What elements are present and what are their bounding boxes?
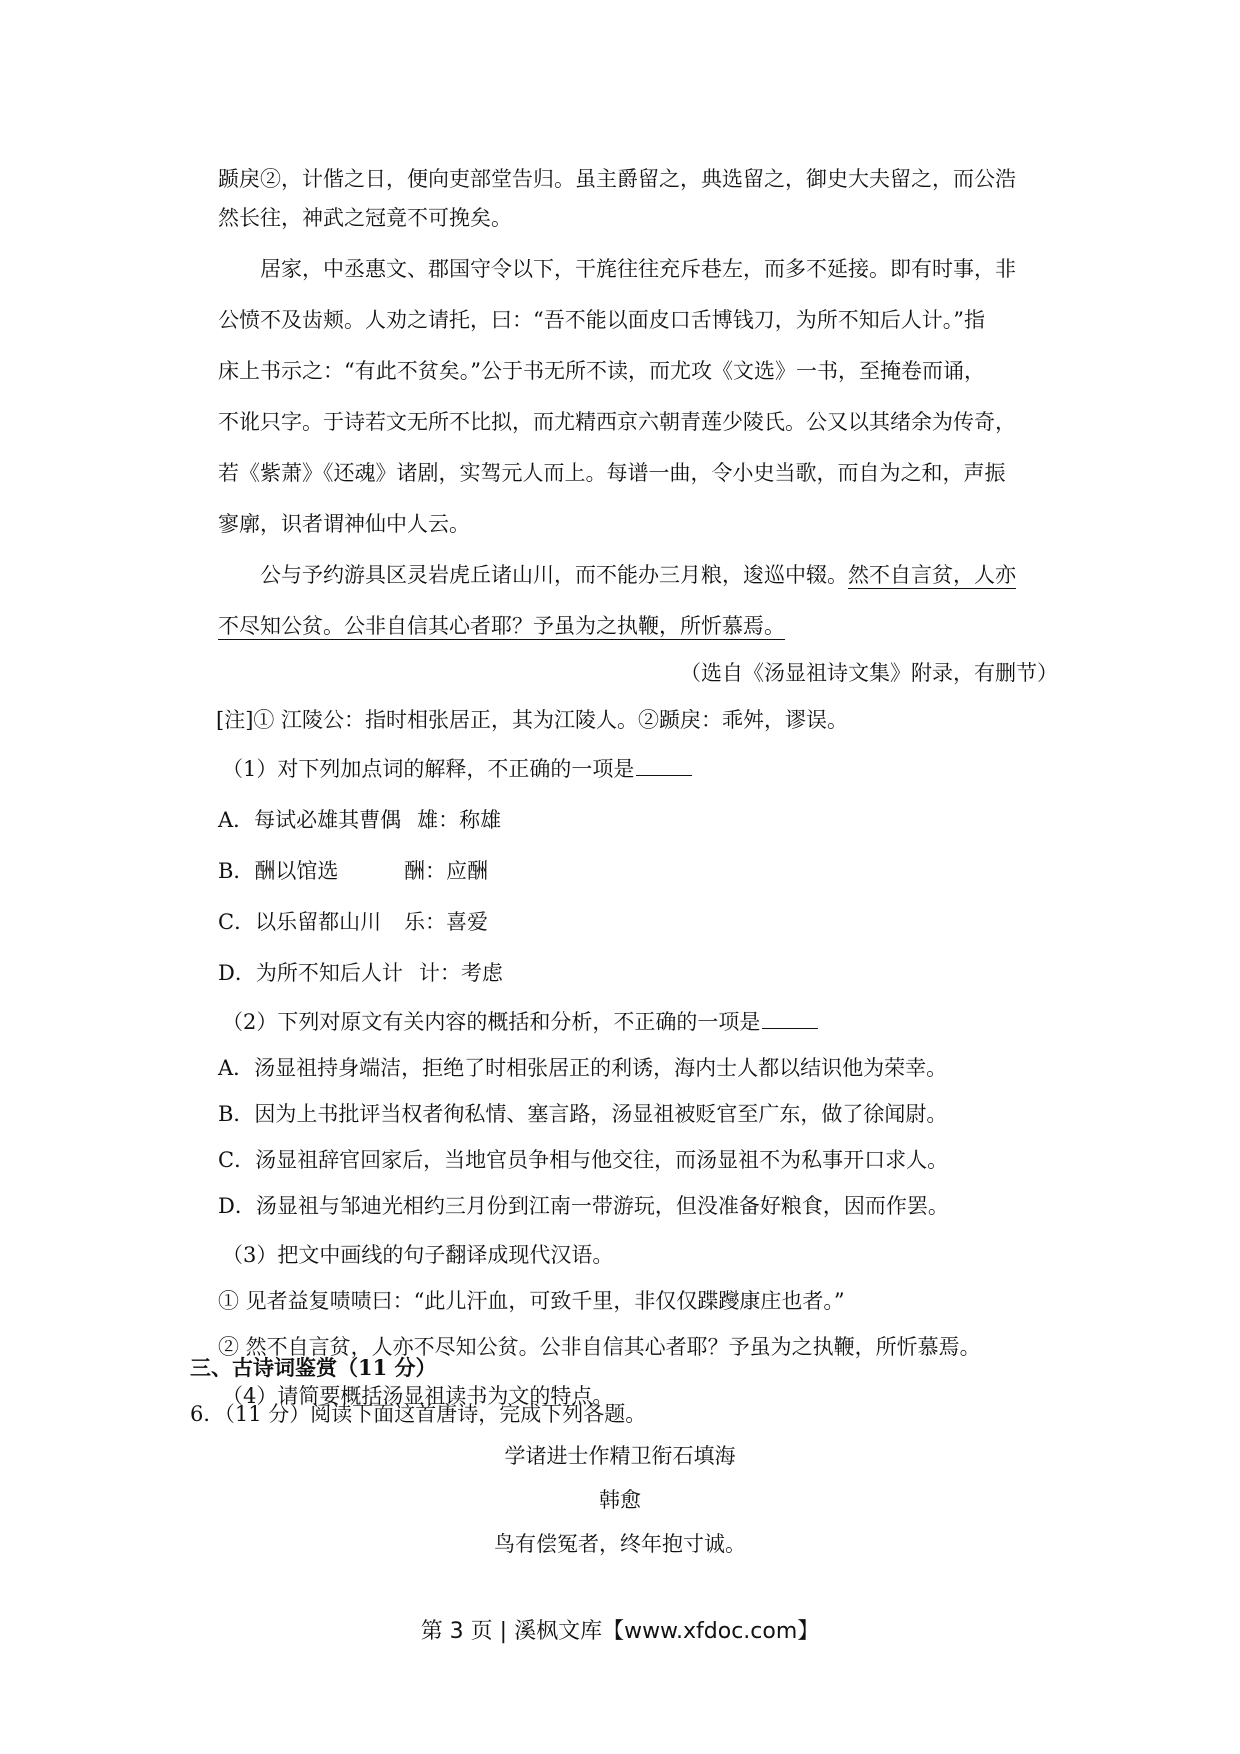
- question-6-stem: 6．（11 分）阅读下面这首唐诗，完成下列各题。: [190, 1402, 647, 1426]
- annotation-note: [注]① 江陵公：指时相张居正，其为江陵人。②踬戾：乖舛，谬误。: [216, 708, 849, 732]
- passage-line: 床上书示之：“有此不贫矣。”公于书无所不读，而尤攻《文选》一书，至掩卷而诵，: [218, 359, 985, 383]
- question-3-item-2: ② 然不自言贫，人亦不尽知公贫。公非自信其心者耶？予虽为之执鞭，所忻慕焉。: [218, 1335, 981, 1359]
- option-gloss: 雄：称雄: [417, 808, 502, 832]
- question-1-stem: [222, 750, 1058, 789]
- underlined-sentence: 然不自言贫，人亦: [848, 563, 1016, 587]
- question-2-option-c: C．汤显祖辞官回家后，当地官员争相与他交往，而汤显祖不为私事开口求人。: [218, 1148, 949, 1172]
- option-text: C．以乐留都山川: [218, 910, 382, 934]
- passage-line: [218, 556, 1058, 595]
- option-text: B．酬以馆选: [218, 859, 339, 883]
- option-gloss: 酬：应酬: [404, 859, 488, 883]
- passage-line: 公愤不及齿颊。人劝之请托，曰：“吾不能以面皮口舌博钱刀，为所不知后人计。”指: [218, 308, 985, 332]
- passage-line: 寥廓，识者谓神仙中人云。: [218, 512, 470, 536]
- passage-line: [218, 607, 1058, 646]
- passage-line: 然长往，神武之冠竟不可挽矣。: [218, 206, 512, 230]
- question-2-option-b: B．因为上书批评当权者徇私情、塞言路，汤显祖被贬官至广东，做了徐闻尉。: [218, 1102, 948, 1126]
- question-1-option-d: [218, 954, 1058, 993]
- passage-line: 踬戾②，计偕之日，便向吏部堂告归。虽主爵留之，典选留之，御史大夫留之，而公浩: [218, 167, 1016, 191]
- passage-body: [218, 160, 1058, 1416]
- poem-author: 韩愈: [599, 1488, 641, 1512]
- question-3-stem: （3）把文中画线的句子翻译成现代汉语。: [222, 1243, 614, 1267]
- passage-line: 不讹只字。于诗若文无所不比拟，而尤精西京六朝青莲少陵氏。公又以其绪余为传奇，: [218, 410, 1016, 434]
- question-text: （1）对下列加点词的解释，不正确的一项是: [222, 757, 635, 781]
- question-2-option-a: A．汤显祖持身端洁，拒绝了时相张居正的利诱，海内士人都以结识他为荣幸。: [218, 1056, 948, 1080]
- answer-blank: [762, 1010, 818, 1029]
- underlined-sentence: 不尽知公贫。公非自信其心者耶？予虽为之执鞭，所忻慕焉。: [218, 614, 785, 638]
- question-4-stem: （4）请简要概括汤显祖读书为文的特点。: [222, 1384, 614, 1408]
- question-1-option-c: [218, 903, 1058, 942]
- passage-line: 居家，中丞惠文、郡国守令以下，干旄往往充斥巷左，而多不延接。即有时事，非: [260, 257, 1016, 281]
- source-citation: （选自《汤显祖诗文集》附录，有删节）: [680, 661, 1058, 685]
- question-1-option-b: [218, 852, 1058, 891]
- option-gloss: 计：考虑: [418, 961, 503, 985]
- question-2-option-d: D．汤显祖与邹迪光相约三月份到江南一带游玩，但没准备好粮食，因而作罢。: [218, 1194, 949, 1218]
- option-gloss: 乐：喜爱: [404, 910, 488, 934]
- question-text: （2）下列对原文有关内容的概括和分析，不正确的一项是: [222, 1010, 761, 1034]
- answer-blank: [636, 757, 692, 776]
- section-heading: 三、古诗词鉴赏（11 分）: [190, 1355, 437, 1380]
- poem-line: 鸟有偿冤者，终年抱寸诚。: [494, 1532, 746, 1556]
- option-text: A．每试必雄其曹偶: [218, 808, 402, 832]
- poem-title: 学诸进士作精卫衔石填海: [504, 1444, 736, 1468]
- passage-line: 若《紫萧》《还魂》诸剧，实驾元人而上。每谱一曲，令小史当歌，而自为之和，声振: [218, 461, 1006, 485]
- page-footer: 第 3 页 | 溪枫文库【www.xfdoc.com】: [420, 1619, 820, 1644]
- question-3-item-1: ① 见者益复啧啧曰：“此儿汗血，可致千里，非仅仅蹀躞康庄也者。”: [218, 1289, 845, 1313]
- question-2-stem: [222, 1003, 1058, 1042]
- passage-text: 公与予约游具区灵岩虎丘诸山川，而不能办三月粮，逡巡中辍。: [260, 563, 848, 587]
- option-text: D．为所不知后人计: [218, 961, 403, 985]
- question-1-option-a: [218, 801, 1058, 840]
